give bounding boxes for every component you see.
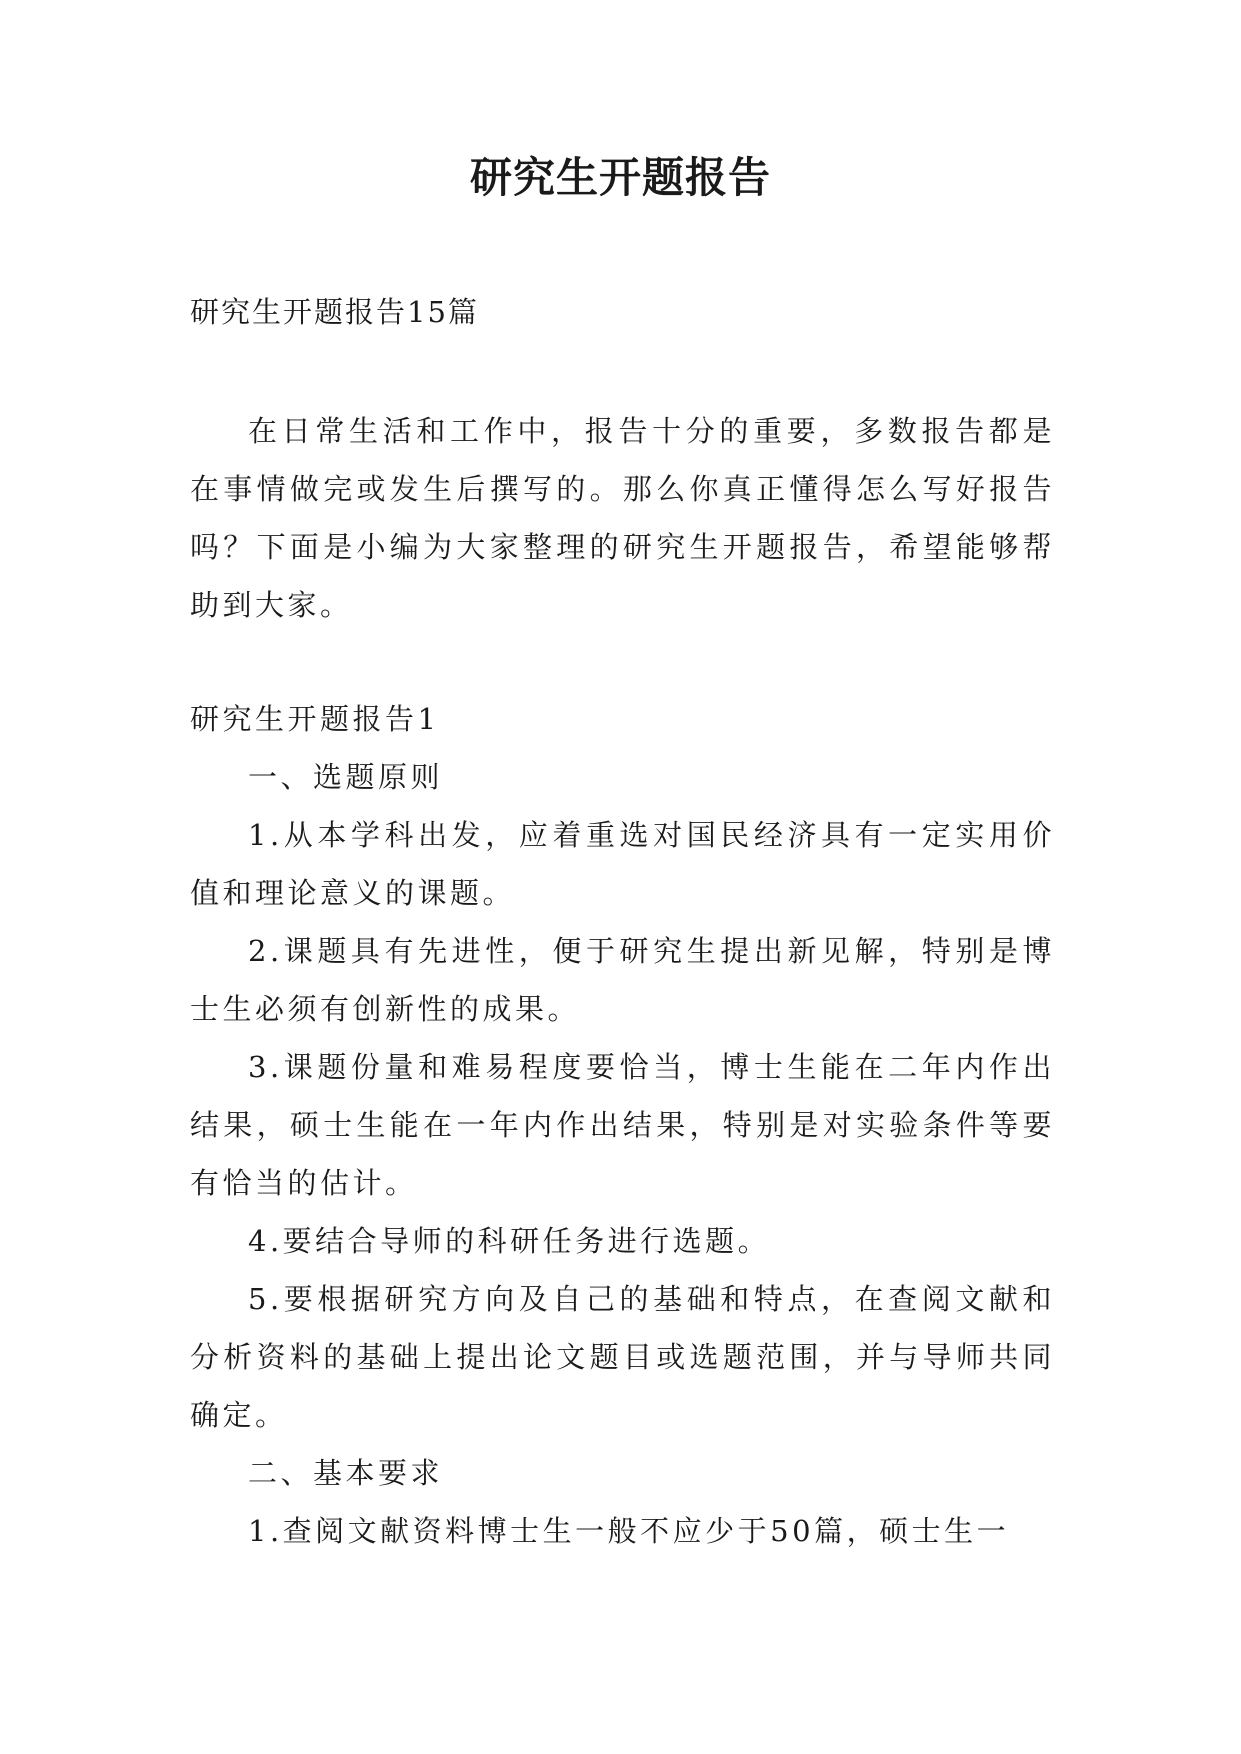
paragraph-item: 2.课题具有先进性，便于研究生提出新见解，特别是博士生必须有创新性的成果。 [190,934,1055,1026]
paragraph-item: 4.要结合导师的科研任务进行选题。 [248,1224,771,1258]
section-title: 研究生开题报告1 [190,702,440,736]
paragraph-item: 1.从本学科出发，应着重选对国民经济具有一定实用价值和理论意义的课题。 [190,818,1055,910]
section-content [190,690,1055,1560]
paragraph-basic-requirements-heading: 二、基本要求 [248,1456,444,1490]
paragraph-item: 3.课题份量和难易程度要恰当，博士生能在二年内作出结果，硕士生能在一年内作出结果，特别是对实验条件等要有恰当的估计。 [190,1050,1055,1200]
paragraph-item: 1.查阅文献资料博士生一般不应少于50篇，硕士生一 [248,1514,1010,1548]
document-title: 研究生开题报告 [469,153,771,202]
paragraph-item: 5.要根据研究方向及自己的基础和特点，在查阅文献和分析资料的基础上提出论文题目或选题范围，并与导师共同确定。 [190,1282,1055,1432]
intro-paragraph: 在日常生活和工作中，报告十分的重要，多数报告都是在事情做完或发生后撰写的。那么你真正懂得怎么写好报告吗？下面是小编为大家整理的研究生开题报告，希望能够帮助到大家。 [190,414,1055,622]
intro-block [190,402,1055,634]
document-subtitle: 研究生开题报告15篇 [190,295,479,329]
paragraph-selection-principles-heading: 一、选题原则 [248,760,444,794]
